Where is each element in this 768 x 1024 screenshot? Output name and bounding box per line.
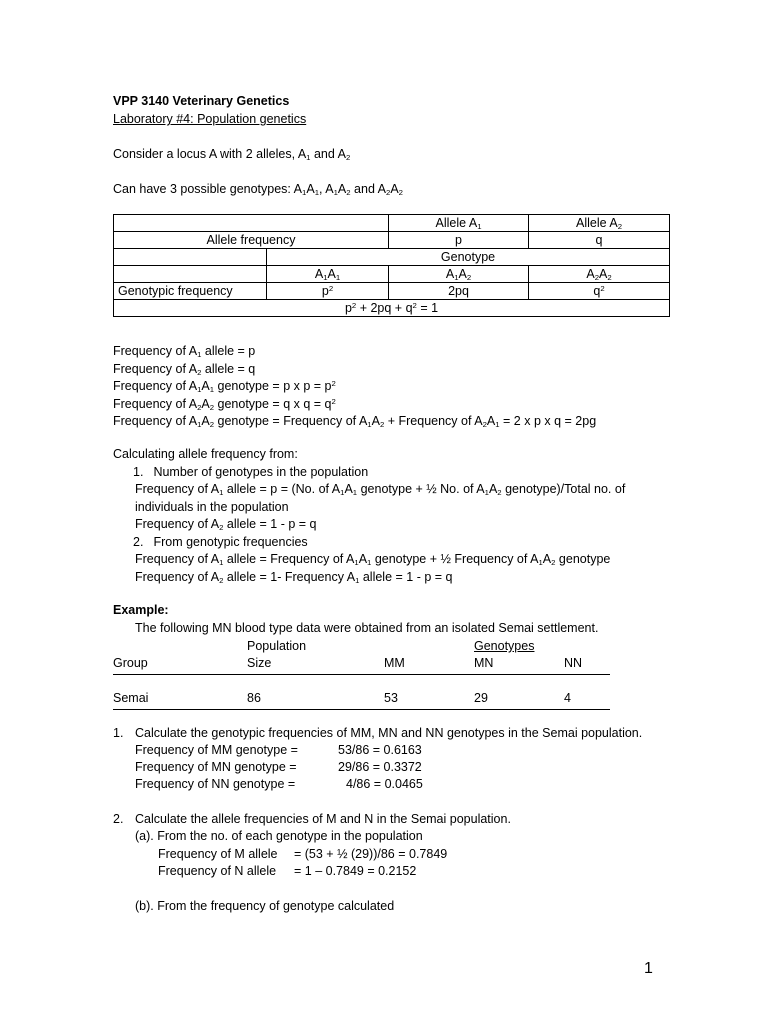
freq-a2a2: $q^2$ (529, 283, 670, 300)
hardy-weinberg-sum: $p^2 + 2pq + q^2 = 1$ (114, 300, 670, 317)
freq-a1a1-genotype: Frequency of $A_1A_1$ genotype = p x $p = p^2$ (113, 378, 336, 394)
n-allele-value: = 1 – 0.7849 = 0.2152 (294, 864, 417, 878)
allele-a1-header: Allele $A_1$ (389, 215, 529, 232)
q2-part-a-heading: (a). From the no. of each genotype in the population (135, 829, 423, 843)
calc-freq-a2-count: Frequency of $A_2$ allele = 1 - p = q (135, 517, 317, 532)
table-row (114, 300, 670, 317)
freq-a1a1: $p^2$ (267, 283, 389, 300)
freq-a1-allele: Frequency of $A_1$ allele = p (113, 344, 256, 359)
col-mm: MM (384, 656, 405, 670)
locus-statement: Consider a locus A with 2 alleles, $A_1$ and $A_2$ (113, 147, 351, 162)
m-allele-label: Frequency of M allele (158, 847, 278, 861)
m-allele-value: = (53 + ½ (29))/86 = 0.7849 (294, 847, 448, 861)
allele-a2-header: Allele $A_2$ (529, 215, 670, 232)
example-heading: Example: (113, 603, 169, 617)
freq-a2-allele: Frequency of $A_2$ allele = q (113, 361, 256, 377)
row-group: Semai (113, 691, 149, 705)
genotype-a2a2: $A_2A_2$ (529, 266, 670, 283)
calc-freq-a2-genotypic: Frequency of $A_2$ allele = 1- Frequency $A_1$ allele = 1 - p = q (135, 569, 453, 585)
freq-a1a2-genotype: Frequency of $A_1A_2$ genotype = Frequency of $A_1A_2$ + Frequency of $A_2A_1 = 2$ x p x q = 2pg (113, 414, 597, 429)
allele-a2-frequency: q (529, 232, 670, 249)
table-bottom-border (113, 709, 610, 710)
question-2-number: 2. (113, 812, 124, 826)
genotypes-statement: Can have 3 possible genotypes: $A_1A_1$, $A_1A_2$ and $A_2A_2$ (113, 182, 403, 197)
row-nn: 4 (564, 691, 571, 705)
row-mm: 53 (384, 691, 398, 705)
calc-freq-a1-genotypic: Frequency of $A_1$ allele = Frequency of $A_1A_1$ genotype + ½ Frequency of $A_1A_2$ genotype (135, 552, 611, 567)
table-row (114, 232, 670, 249)
genotypic-frequency-label: Genotypic frequency (114, 283, 267, 300)
nn-freq-label: Frequency of NN genotype = (135, 777, 296, 791)
mm-freq-label: Frequency of MM genotype = (135, 743, 298, 757)
table-row (114, 215, 670, 232)
question-1-text: Calculate the genotypic frequencies of MM, MN and NN genotypes in the Semai population. (135, 726, 643, 740)
page-number: 1 (644, 960, 653, 977)
col-population: Population (247, 639, 307, 653)
col-genotypes: Genotypes (474, 639, 535, 653)
freq-a2a2-genotype: Frequency of $A_2A_2$ genotype = q x $q = q^2$ (113, 396, 336, 412)
calc-item-1: 1. Number of genotypes in the population (133, 464, 369, 479)
table-divider (113, 674, 610, 675)
q2-part-b-heading: (b). From the frequency of genotype calculated (135, 899, 395, 913)
row-mn: 29 (474, 691, 488, 705)
genotype-table (113, 214, 670, 317)
genotype-header: Genotype (267, 249, 670, 266)
calc-freq-a1-count: Frequency of $A_1$ allele = p = (No. of $A_1A_1$ genotype + ½ No. of $A_1A_2$ genotype)/Total no. of (135, 482, 626, 497)
table-row (114, 283, 670, 300)
col-group: Group (113, 656, 148, 670)
table-row (114, 266, 670, 283)
allele-frequency-label: Allele frequency (114, 232, 389, 249)
nn-freq-value: 4/86 = 0.0465 (346, 777, 423, 791)
col-mn: MN (474, 656, 494, 670)
genotype-a1a1: $A_1A_1$ (267, 266, 389, 283)
course-title: VPP 3140 Veterinary Genetics (113, 94, 290, 108)
mn-freq-label: Frequency of MN genotype = (135, 760, 297, 774)
mn-freq-value: 29/86 = 0.3372 (338, 760, 422, 774)
table-row (114, 249, 670, 266)
example-description: The following MN blood type data were obtained from an isolated Semai settlement. (135, 621, 599, 635)
lab-title: Laboratory #4: Population genetics (113, 112, 307, 126)
mm-freq-value: 53/86 = 0.6163 (338, 743, 422, 757)
genotype-a1a2: $A_1A_2$ (389, 266, 529, 283)
calc-item-2: 2. From genotypic frequencies (133, 534, 308, 549)
calc-freq-a1-count-cont: individuals in the population (135, 499, 289, 514)
row-size: 86 (247, 691, 261, 705)
allele-a1-frequency: p (389, 232, 529, 249)
freq-a1a2: 2pq (389, 283, 529, 300)
col-nn: NN (564, 656, 583, 670)
question-2-text: Calculate the allele frequencies of M and N in the Semai population. (135, 812, 511, 826)
col-size: Size (247, 656, 272, 670)
n-allele-label: Frequency of N allele (158, 864, 277, 878)
calc-heading: Calculating allele frequency from: (113, 447, 298, 461)
question-1-number: 1. (113, 726, 124, 740)
